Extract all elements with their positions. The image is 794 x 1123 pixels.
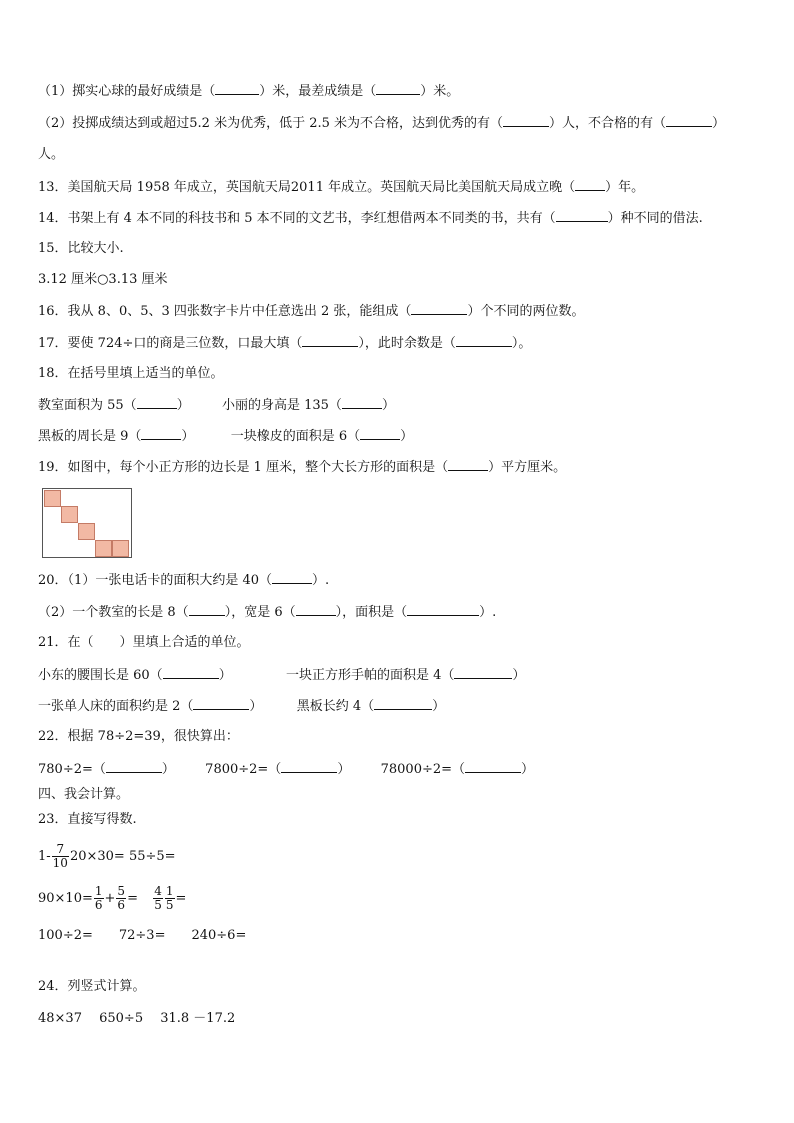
answer-blank[interactable]	[272, 571, 312, 584]
q12-part2-cont: 人。	[38, 147, 65, 162]
small-square	[78, 523, 95, 540]
answer-blank[interactable]	[296, 603, 336, 616]
answer-blank[interactable]	[454, 666, 512, 679]
q12-part1: （1）掷实心球的最好成绩是（ ）米，最差成绩是（ ）米。	[38, 84, 460, 99]
q24-title: 24．列竖式计算。	[38, 979, 146, 994]
q21-row2: 一张单人床的面积约是 2（ ） 黑板长约 4（ ）	[38, 699, 446, 714]
q18-title: 18．在括号里填上适当的单位。	[38, 366, 224, 381]
answer-blank[interactable]	[575, 178, 605, 191]
answer-blank[interactable]	[189, 603, 225, 616]
q16: 16．我从 8、0、5、3 四张数字卡片中任意选出 2 张，能组成（ ）个不同的两位数。	[38, 304, 585, 319]
answer-blank[interactable]	[342, 396, 382, 409]
q23-title: 23．直接写得数.	[38, 812, 137, 827]
answer-blank[interactable]	[465, 760, 521, 773]
q21-row1: 小东的腰围长是 60（ ） 一块正方形手帕的面积是 4（ ）	[38, 668, 526, 683]
fraction: $\frac{7}{10}$	[52, 842, 68, 870]
q17: 17．要使 724÷口的商是三位数，口最大填（ ），此时余数是（ ）。	[38, 336, 532, 351]
q23-row3: 100÷2= 72÷3= 240÷6=	[38, 928, 247, 943]
q18-row1: 教室面积为 55（ ） 小丽的身高是 135（ ）	[38, 398, 395, 413]
q18-row2: 黑板的周长是 9（ ） 一块橡皮的面积是 6（ ）	[38, 429, 414, 444]
q19: 19．如图中，每个小正方形的边长是 1 厘米，整个大长方形的面积是（ ）平方厘米。	[38, 460, 567, 475]
answer-blank[interactable]	[374, 697, 432, 710]
rectangle-figure	[42, 488, 132, 558]
fraction: $\frac{4}{5}$	[154, 884, 162, 912]
q23-row2: 90×10= $\frac{1}{6}$ + $\frac{5}{6}$ = $\frac{4}{5}$ $\frac{1}{5}$ =	[38, 884, 187, 912]
answer-blank[interactable]	[281, 760, 337, 773]
q21-title: 21．在（ ）里填上合适的单位。	[38, 635, 250, 650]
fraction: $\frac{1}{6}$	[94, 884, 103, 912]
answer-blank[interactable]	[503, 114, 549, 127]
answer-blank[interactable]	[215, 82, 259, 95]
answer-blank[interactable]	[106, 760, 162, 773]
answer-blank[interactable]	[448, 458, 488, 471]
q22-exprs: 780÷2=（ ） 7800÷2=（ ） 78000÷2=（ ）	[38, 762, 535, 777]
small-square	[95, 540, 112, 557]
q20-part1: 20．（1）一张电话卡的面积大约是 40（ ）.	[38, 573, 330, 588]
q14: 14．书架上有 4 本不同的科技书和 5 本不同的文艺书，李红想借两本不同类的书，共有（ ）种不同的借法.	[38, 211, 703, 226]
q23-row1: 1- $\frac{7}{10}$ 20×30= 55÷5=	[38, 842, 176, 870]
q13: 13．美国航天局 1958 年成立，英国航天局2011 年成立。英国航天局比美国航天局成立晚（ ）年。	[38, 180, 645, 195]
small-square	[61, 506, 78, 523]
answer-blank[interactable]	[407, 603, 479, 616]
q20-part2: （2）一个教室的长是 8（ ），宽是 6（ ），面积是（ ）.	[38, 605, 497, 620]
q12-part2: （2）投掷成绩达到或超过5.2 米为优秀，低于 2.5 米为不合格，达到优秀的有（ ）人，不合格的有（ ）	[38, 116, 726, 131]
answer-blank[interactable]	[137, 396, 177, 409]
answer-blank[interactable]	[141, 427, 181, 440]
answer-blank[interactable]	[163, 666, 219, 679]
answer-blank[interactable]	[411, 302, 467, 315]
answer-blank[interactable]	[376, 82, 420, 95]
small-square	[112, 540, 129, 557]
small-square	[44, 490, 61, 507]
fraction: $\frac{1}{5}$	[165, 884, 174, 912]
q15-title: 15．比较大小.	[38, 241, 124, 256]
answer-blank[interactable]	[193, 697, 249, 710]
fraction: $\frac{5}{6}$	[117, 884, 126, 912]
answer-blank[interactable]	[360, 427, 400, 440]
answer-blank[interactable]	[556, 209, 608, 222]
q22-title: 22．根据 78÷2=39，很快算出：	[38, 729, 239, 744]
answer-blank[interactable]	[666, 114, 712, 127]
section-heading: 四、我会计算。	[38, 787, 130, 802]
q15-compare: 3.12 厘米○3.13 厘米	[38, 272, 168, 287]
answer-blank[interactable]	[302, 334, 358, 347]
q24-exprs: 48×37 650÷5 31.8 －17.2	[38, 1011, 236, 1026]
answer-blank[interactable]	[456, 334, 512, 347]
